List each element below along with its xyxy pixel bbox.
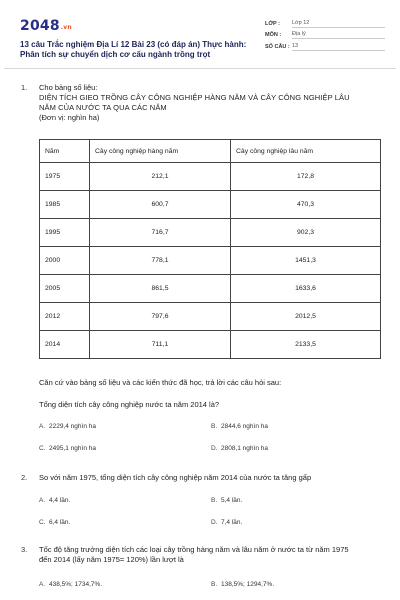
meta-subject-value: Địa lý [292,31,385,39]
question-1 [0,83,400,463]
option-text: 2844,6 nghìn ha [221,423,268,430]
meta-class-label: LỚP : [265,20,280,27]
question-body [39,83,359,123]
cell-year: 2012 [40,303,90,331]
option-text: 2229,4 nghìn ha [49,423,96,430]
cell-annual: 212,1 [90,163,231,191]
header-divider [4,68,396,69]
question-3 [0,545,400,595]
option-letter: C. [39,445,46,452]
question-instruction: Căn cứ vào bảng số liệu và các kiến thức đã học, trả lời các câu hỏi sau: [39,378,282,387]
question-text: So với năm 1975, tổng diện tích cây công nghiệp năm 2014 của nước ta tăng gấp [39,473,312,482]
meta-count-value: 13 [292,43,385,51]
logo-text: 2048 [20,18,60,34]
option-text: 138,5%; 1294,7%. [221,581,275,588]
option-letter: B. [211,581,218,588]
cell-annual: 778,1 [90,247,231,275]
cell-perennial: 1451,3 [231,247,381,275]
option-a[interactable] [39,497,70,504]
option-letter: B. [211,423,218,430]
cell-annual: 600,7 [90,191,231,219]
option-c[interactable] [39,445,96,452]
option-text: 5,4 lần. [221,497,243,504]
meta-count-label: SỐ CÂU : [265,43,290,50]
cell-year: 2000 [40,247,90,275]
column-header-year: Năm [40,140,90,163]
cell-year: 1995 [40,219,90,247]
option-b[interactable] [211,423,268,430]
cell-perennial: 2012,5 [231,303,381,331]
question-text: Tốc độ tăng trưởng diện tích các loại cây trồng hàng năm và lâu năm ở nước ta từ năm 1975 đến 2014 (lấy năm 1975= 120%) lần lượt là [39,545,349,564]
question-number: 1. [21,83,28,92]
table-row [40,331,381,359]
column-header-annual: Cây công nghiệp hàng năm [90,140,231,163]
cell-perennial: 1633,6 [231,275,381,303]
meta-count-row [265,41,385,53]
document-title: 13 câu Trắc nghiệm Địa Lí 12 Bài 23 (có đáp án) Thực hành: Phân tích sự chuyển dịch cơ cấu ngành trồng trọt [20,40,247,59]
column-header-perennial: Cây công nghiệp lâu năm [231,140,381,163]
option-letter: B. [211,497,218,504]
option-text: 2495,1 nghìn ha [49,445,96,452]
option-a[interactable] [39,581,102,588]
header [10,10,390,72]
cell-perennial: 902,3 [231,219,381,247]
option-text: 6,4 lần. [49,519,71,526]
option-text: 438,5%; 1734,7%. [49,581,103,588]
option-d[interactable] [211,445,268,452]
option-b[interactable] [211,497,242,504]
cell-perennial: 470,3 [231,191,381,219]
cell-year: 1985 [40,191,90,219]
cell-year: 2005 [40,275,90,303]
option-d[interactable] [211,519,242,526]
meta-class-value: Lớp 12 [292,20,385,28]
option-text: 7,4 lần. [221,519,243,526]
question-intro: Cho bảng số liệu: [39,83,98,92]
table-row [40,191,381,219]
cell-year: 1975 [40,163,90,191]
option-letter: A. [39,497,46,504]
option-b[interactable] [211,581,274,588]
table-row [40,247,381,275]
cell-annual: 716,7 [90,219,231,247]
option-letter: D. [211,445,218,452]
option-text: 2808,1 nghìn ha [221,445,268,452]
option-text: 4,4 lần. [49,497,71,504]
table-unit: (Đơn vị: nghìn ha) [39,113,100,122]
meta-subject-label: MÔN : [265,32,282,39]
cell-annual: 797,6 [90,303,231,331]
question-text: Tổng diện tích cây công nghiệp nước ta năm 2014 là? [39,400,220,409]
table-row [40,303,381,331]
logo-suffix: .vn [60,24,72,31]
option-c[interactable] [39,519,70,526]
option-letter: C. [39,519,46,526]
cell-year: 2014 [40,331,90,359]
meta-subject-row [265,30,385,42]
document-meta [265,18,385,53]
option-a[interactable] [39,423,96,430]
option-letter: A. [39,581,46,588]
option-letter: A. [39,423,46,430]
question-2 [0,473,400,533]
question-number: 2. [21,473,28,482]
option-letter: D. [211,519,218,526]
table-row [40,275,381,303]
table-header-row [40,140,381,163]
meta-class-row [265,18,385,30]
table-row [40,219,381,247]
cell-perennial: 2133,5 [231,331,381,359]
table-title: DIỆN TÍCH GIEO TRỒNG CÂY CÔNG NGHIỆP HÀNG NĂM VÀ CÂY CÔNG NGHIỆP LÂU NĂM CỦA NƯỚC TA QUA CÁC NĂM [39,93,350,112]
table-row [40,163,381,191]
cell-perennial: 172,8 [231,163,381,191]
data-table [39,139,381,359]
question-number: 3. [21,545,28,554]
cell-annual: 711,1 [90,331,231,359]
site-logo[interactable] [20,18,72,34]
cell-annual: 861,5 [90,275,231,303]
